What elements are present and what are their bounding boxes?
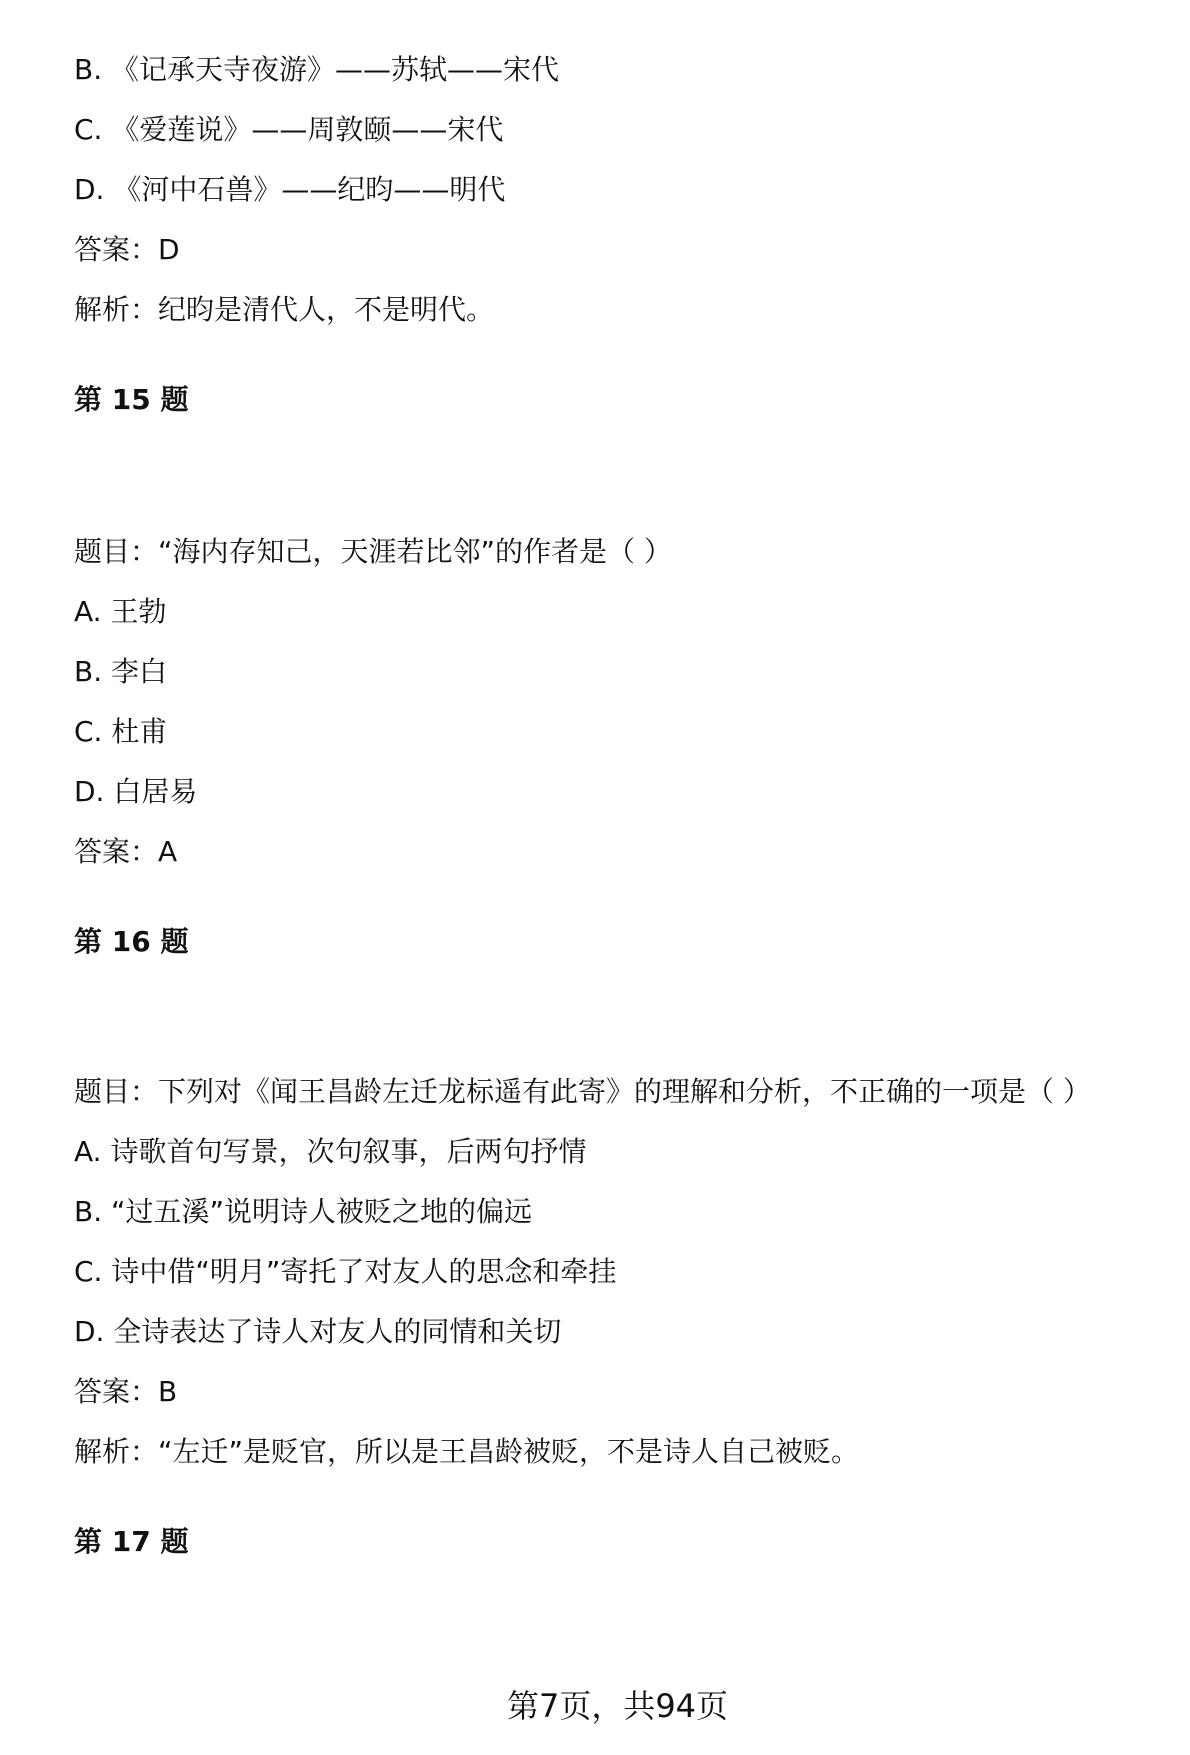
prev-option-d: D. 《河中石兽》——纪昀——明代 xyxy=(74,173,506,206)
prev-option-b: B. 《记承天寺夜游》——苏轼——宋代 xyxy=(74,53,560,86)
option-a: A. 王勃 xyxy=(74,595,167,628)
option-b: B. “过五溪”说明诗人被贬之地的偏远 xyxy=(74,1195,533,1228)
page-number: 第7页，共94页 xyxy=(506,1687,729,1725)
analysis: 解析：“左迁”是贬官，所以是王昌龄被贬，不是诗人自己被贬。 xyxy=(74,1435,860,1468)
question-heading: 第 17 题 xyxy=(74,1525,189,1558)
prev-analysis: 解析：纪昀是清代人，不是明代。 xyxy=(74,293,495,326)
question-heading: 第 15 题 xyxy=(74,383,189,416)
question-stem: 题目：“海内存知己，天涯若比邻”的作者是（ ） xyxy=(74,535,672,568)
answer: 答案：A xyxy=(74,835,178,868)
answer: 答案：B xyxy=(74,1375,178,1408)
option-d: D. 全诗表达了诗人对友人的同情和关切 xyxy=(74,1315,562,1348)
option-c: C. 诗中借“明月”寄托了对友人的思念和牵挂 xyxy=(74,1255,617,1288)
prev-option-c: C. 《爱莲说》——周敦颐——宋代 xyxy=(74,113,504,146)
option-a: A. 诗歌首句写景，次句叙事，后两句抒情 xyxy=(74,1135,587,1168)
option-c: C. 杜甫 xyxy=(74,715,168,748)
option-d: D. 白居易 xyxy=(74,775,198,808)
question-heading: 第 16 题 xyxy=(74,925,189,958)
question-stem: 题目：下列对《闻王昌龄左迁龙标遥有此寄》的理解和分析，不正确的一项是（ ） xyxy=(74,1075,1091,1108)
prev-answer: 答案：D xyxy=(74,233,180,266)
option-b: B. 李白 xyxy=(74,655,168,688)
